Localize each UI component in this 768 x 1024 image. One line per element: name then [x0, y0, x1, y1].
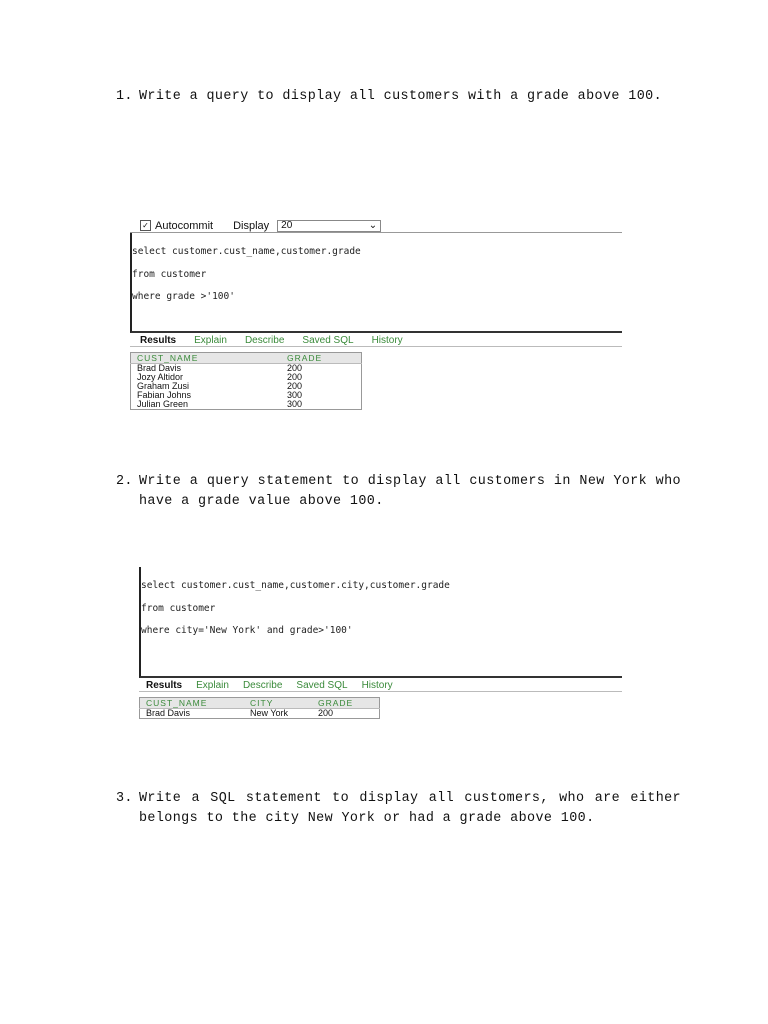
chevron-down-icon: ⌄ [368, 219, 378, 231]
tab-history[interactable]: History [361, 680, 393, 691]
question-3 [116, 789, 681, 828]
autocommit-label: Autocommit [155, 219, 214, 232]
sql-editor[interactable] [130, 233, 622, 333]
question-2 [116, 472, 681, 511]
autocommit-checkbox[interactable]: ✓ [140, 220, 151, 231]
results-table [130, 352, 362, 410]
cell-city: New York [250, 708, 289, 718]
cell-cust-name: Brad Davis [137, 363, 182, 373]
question-number: 1. [116, 89, 133, 104]
cell-cust-name: Jozy Altidor [137, 372, 184, 382]
sql-line: from customer [132, 268, 207, 280]
cell-grade: 200 [318, 708, 334, 718]
question-number: 3. [116, 791, 133, 806]
question-text: Write a query statement to display all customers in New York who have a grade value above 100. [139, 474, 681, 509]
column-header-city: CITY [244, 698, 312, 709]
tab-explain[interactable]: Explain [194, 335, 227, 346]
tab-describe[interactable]: Describe [242, 680, 283, 691]
cell-cust-name: Julian Green [137, 399, 189, 409]
display-select[interactable] [277, 220, 381, 232]
cell-grade: 200 [287, 372, 303, 382]
table-row [140, 709, 380, 719]
tab-saved-sql[interactable]: Saved SQL [302, 335, 354, 346]
question-1 [116, 87, 681, 107]
cell-cust-name: Fabian Johns [137, 390, 192, 400]
cell-cust-name: Brad Davis [146, 708, 191, 718]
table-row [131, 400, 362, 410]
cell-grade: 200 [287, 363, 303, 373]
tab-results[interactable]: Results [140, 335, 177, 346]
sql-line: where city='New York' and grade>'100' [141, 625, 353, 636]
sql-editor[interactable] [139, 567, 622, 678]
column-header-cust-name: CUST_NAME [140, 698, 245, 709]
sql-line: from customer [141, 602, 216, 614]
tab-explain[interactable]: Explain [196, 680, 229, 691]
cell-grade: 300 [287, 390, 303, 400]
results-table [139, 697, 380, 719]
question-text: Write a SQL statement to display all customers, who are either belongs to the city New York or had a grade above 100. [139, 791, 681, 826]
display-label: Display [233, 219, 270, 232]
sql-screenshot-1 [130, 219, 622, 409]
tab-describe[interactable]: Describe [244, 335, 285, 346]
cell-grade: 300 [287, 399, 303, 409]
tab-saved-sql[interactable]: Saved SQL [296, 680, 348, 691]
cell-cust-name: Graham Zusi [137, 381, 190, 391]
table-header-row [140, 698, 380, 709]
sql-screenshot-2 [139, 567, 622, 722]
column-header-grade: GRADE [312, 698, 380, 709]
result-tabs [130, 335, 622, 347]
tab-results[interactable]: Results [146, 680, 183, 691]
tab-history[interactable]: History [371, 335, 403, 346]
sql-line: select customer.cust_name,customer.city,customer.grade [141, 580, 450, 591]
sql-line: select customer.cust_name,customer.grade [132, 246, 361, 257]
table-header-row [131, 353, 362, 364]
question-text: Write a query to display all customers with a grade above 100. [139, 89, 663, 104]
display-value: 20 [281, 219, 293, 231]
question-number: 2. [116, 474, 133, 489]
result-tabs [139, 680, 622, 692]
cell-grade: 200 [287, 381, 303, 391]
column-header-cust-name: CUST_NAME [131, 353, 282, 364]
editor-toolbar [130, 219, 622, 233]
sql-line: where grade >'100' [132, 291, 235, 302]
column-header-grade: GRADE [281, 353, 362, 364]
